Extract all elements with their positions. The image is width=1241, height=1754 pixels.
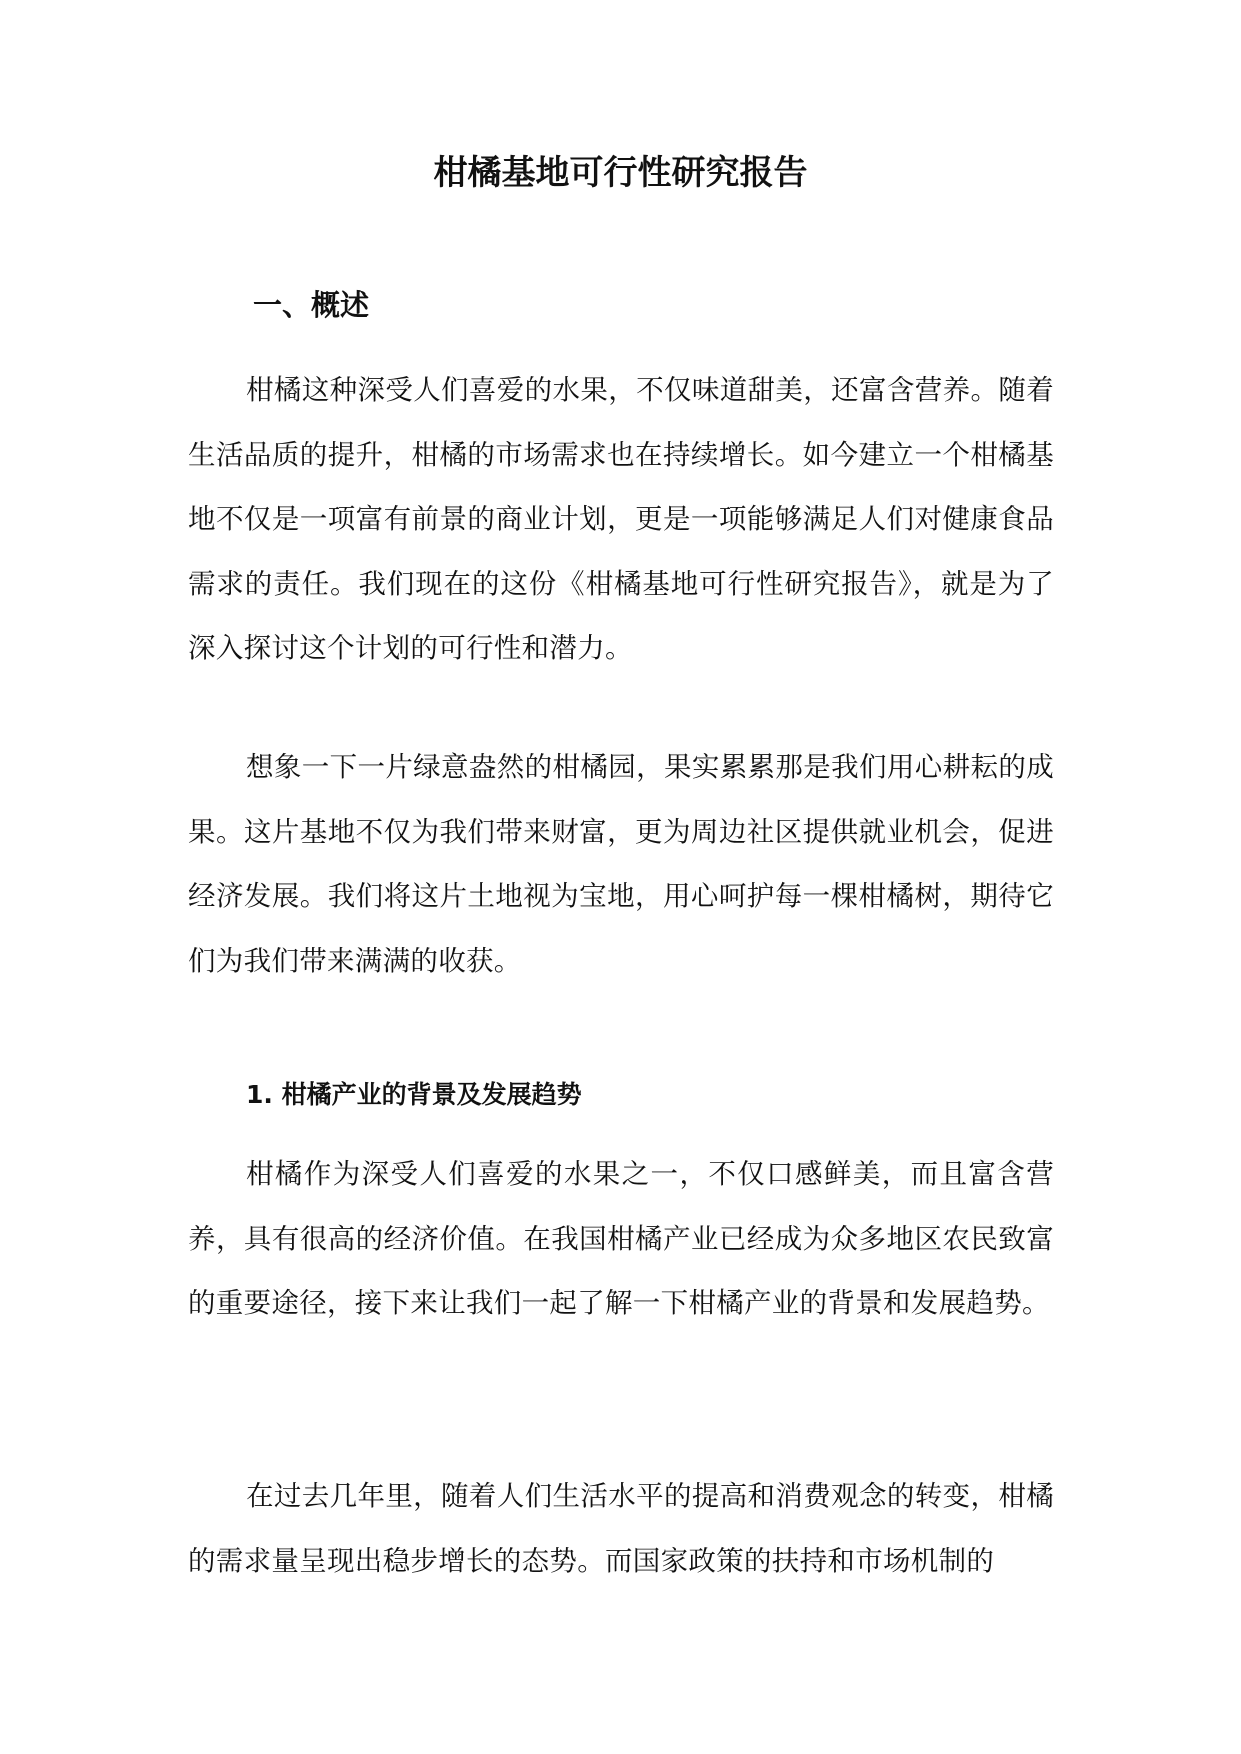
paragraph-industry-value: 柑橘作为深受人们喜爱的水果之一，不仅口感鲜美，而且富含营养，具有很高的经济价值。在我国柑橘产业已经成为众多地区农民致富的重要途径，接下来让我们一起了解一下柑橘产业的背景和发展趋势。 (188, 1158, 1054, 1319)
document-title: 柑橘基地可行性研究报告 (433, 153, 808, 193)
paragraph-demand-trend: 在过去几年里，随着人们生活水平的提高和消费观念的转变，柑橘的需求量呈现出稳步增长的态势。而国家政策的扶持和市场机制的 (188, 1480, 1054, 1577)
subsection-heading-background: 1. 柑橘产业的背景及发展趋势 (246, 1080, 582, 1109)
section-heading-overview: 一、概述 (253, 288, 370, 322)
paragraph-orchard: 想象一下一片绿意盎然的柑橘园，果实累累那是我们用心耕耘的成果。这片基地不仅为我们带来财富，更为周边社区提供就业机会，促进经济发展。我们将这片土地视为宝地，用心呵护每一棵柑橘树，期待它们为我们带来满满的收获。 (188, 751, 1054, 977)
paragraph-intro: 柑橘这种深受人们喜爱的水果，不仅味道甜美，还富含营养。随着生活品质的提升，柑橘的市场需求也在持续增长。如今建立一个柑橘基地不仅是一项富有前景的商业计划，更是一项能够满足人们对健康食品需求的责任。我们现在的这份《柑橘基地可行性研究报告》，就是为了深入探讨这个计划的可行性和潜力。 (188, 374, 1054, 664)
